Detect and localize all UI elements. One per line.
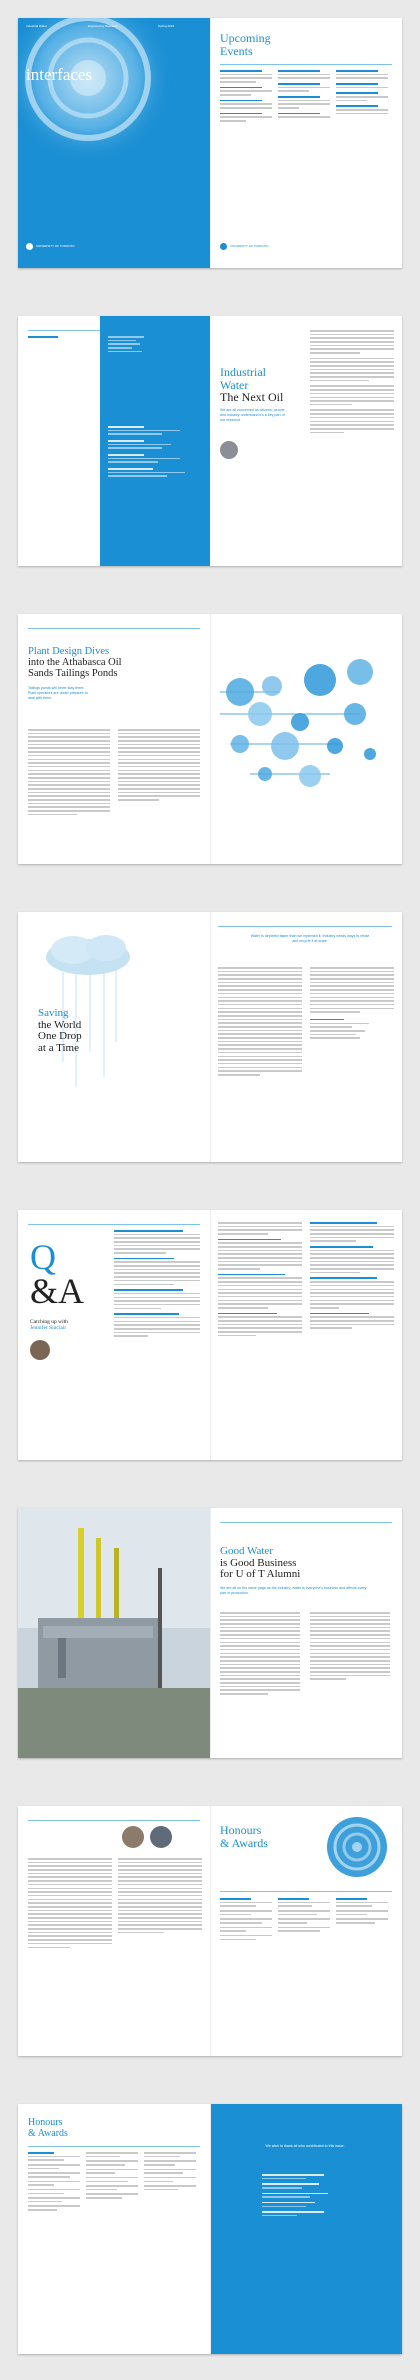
author-avatar <box>220 441 238 459</box>
cover-watercolor-art <box>18 18 210 268</box>
cover-head-right: Spring 2016 <box>158 24 175 28</box>
article-quote: Tailings ponds will never stay there. Plant operators are under pressure to deal with them. <box>28 686 88 700</box>
events-column-3 <box>336 70 388 116</box>
profile-avatar <box>150 1826 172 1848</box>
events-column-1 <box>220 70 272 124</box>
cover-head-mid: Engineering Research <box>88 24 118 28</box>
sidebar-credits <box>108 426 198 479</box>
thanks-text: We wish to thank all who contributed to this issue. <box>265 2144 345 2148</box>
honours-col-3 <box>336 1898 388 1926</box>
good-water-page <box>210 1508 402 1758</box>
profiles-body-col-2 <box>118 1858 202 1935</box>
article-title: Industrial Water The Next Oil <box>220 365 284 405</box>
saving-world-page <box>18 912 210 1162</box>
divider <box>220 1891 392 1892</box>
article-body <box>310 330 394 435</box>
article-body-col-2 <box>310 1612 390 1682</box>
divider <box>28 1820 200 1821</box>
spread-plant-design <box>18 614 402 864</box>
divider <box>218 926 392 927</box>
article-body-col-1 <box>28 729 110 818</box>
qa-continued-page <box>210 1210 402 1460</box>
spread-industrial-water <box>18 316 402 566</box>
spread-honours-continued <box>18 2104 402 2354</box>
article-quote: We are all concerned as citizens; people and industry understand it's a key part of our resource. <box>220 408 285 422</box>
divider <box>220 64 392 65</box>
article-body-col-2 <box>310 967 394 1041</box>
article-title: Saving the World One Drop at a Time <box>38 1007 82 1054</box>
honours-col-2 <box>278 1898 330 1934</box>
cover-logo-text: UNIVERSITY OF TORONTO <box>36 244 75 248</box>
cover-title: interfaces <box>26 65 93 84</box>
profiles-page <box>18 1806 210 2056</box>
qa-subtitle: Catching up with Jennifer Sinclair <box>30 1319 68 1331</box>
qa-body-col-1 <box>218 1222 302 1338</box>
sponsor-list <box>262 2174 350 2219</box>
spread-honours-awards <box>18 1806 402 2056</box>
honours-title: Honours & Awards <box>220 1823 268 1850</box>
spread-good-water <box>18 1508 402 1758</box>
spread-cover <box>18 18 402 268</box>
industrial-photo-page <box>18 1508 210 1758</box>
qa-title: Q &A <box>30 1237 84 1312</box>
profile-avatar <box>122 1826 144 1848</box>
honours-page <box>210 1806 402 2056</box>
events-column-2 <box>278 70 330 120</box>
blue-bubbles-illustration <box>210 614 402 864</box>
pull-quote: Water is depleted faster than we replenish it. Industry needs ways to reuse and recycle it at scale. <box>250 934 370 943</box>
qa-body-col-2 <box>310 1222 394 1331</box>
article-body-col-1 <box>220 1612 300 1697</box>
article-quote: We are all on the same page as the industry; water is everyone's business and affects every part of production. <box>220 1586 367 1595</box>
events-logo-text: UNIVERSITY OF TORONTO <box>230 244 269 248</box>
university-logo-icon <box>26 243 33 250</box>
thanks-page <box>210 2104 402 2354</box>
watercolor-circle-art <box>322 1812 392 1882</box>
profiles-body-col-1 <box>28 1858 112 1950</box>
cover-head-left: Industrial Water <box>26 24 47 28</box>
saving-world-body-page <box>210 912 402 1162</box>
interviewee-avatar <box>30 1340 50 1360</box>
divider <box>28 1224 200 1225</box>
plant-design-page <box>18 614 210 864</box>
spread-q-and-a <box>18 1210 402 1460</box>
cover-page <box>18 18 210 268</box>
sidebar-panel <box>100 316 210 566</box>
events-page <box>210 18 402 268</box>
industrial-water-page <box>210 316 402 566</box>
article-body-col-2 <box>118 729 200 803</box>
qa-body <box>114 1230 200 1339</box>
honours-col-3 <box>144 2152 196 2193</box>
bubble-illustration-page <box>210 614 402 864</box>
events-title: Upcoming Events <box>220 31 271 58</box>
qa-intro-page <box>18 1210 210 1460</box>
spread-saving-the-world <box>18 912 402 1162</box>
honours-col-1 <box>220 1898 272 1942</box>
honours-title: Honours & Awards <box>28 2117 68 2139</box>
divider <box>28 2146 200 2147</box>
divider <box>28 628 200 629</box>
contents-label-column <box>28 336 58 340</box>
article-title: Plant Design Dives into the Athabasca Oil Sands Tailings Ponds <box>28 646 122 680</box>
article-title: Good Water is Good Business for U of T Alumni <box>220 1545 301 1581</box>
sidebar-list <box>108 336 148 354</box>
divider <box>220 1522 392 1523</box>
article-body-col-1 <box>218 967 302 1078</box>
university-logo-icon <box>220 243 227 250</box>
industrial-plant-photo <box>18 1508 210 1758</box>
honours-col-2 <box>86 2152 138 2201</box>
honours-col-1 <box>28 2152 80 2213</box>
honours-list-page <box>18 2104 210 2354</box>
